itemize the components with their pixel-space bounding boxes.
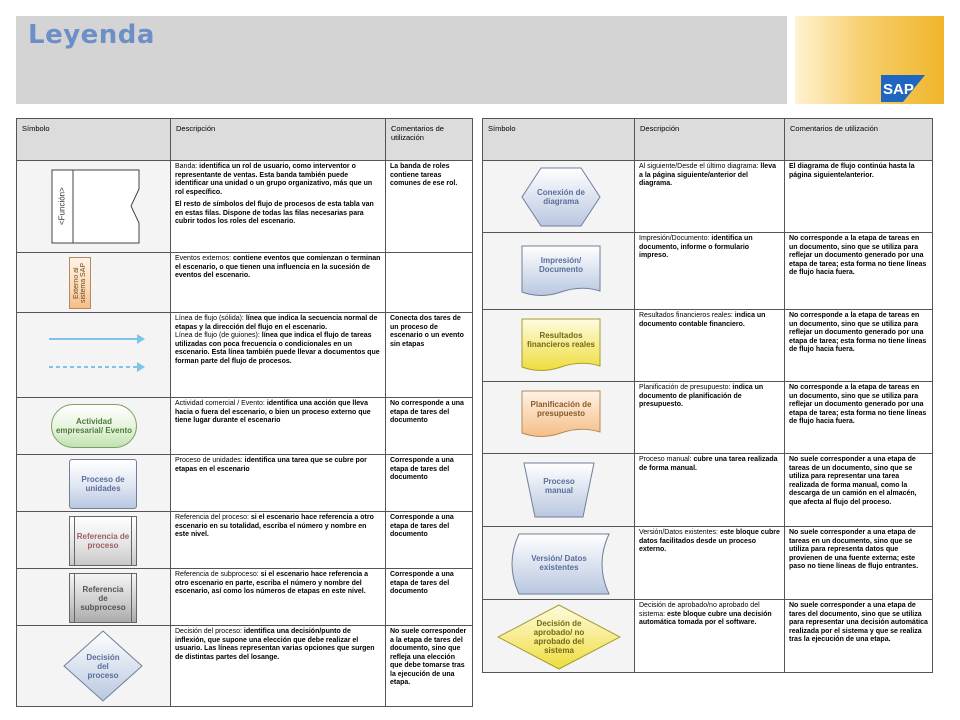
description-cell	[635, 382, 785, 454]
description-text: si el escenario hace referencia a otro escenario en su totalidad, escriba el número y nombre en este nivel.	[175, 514, 374, 538]
description-text: lleva a la página siguiente/anterior del diagrama.	[639, 163, 776, 187]
description-cell	[171, 313, 386, 398]
description-text: contiene eventos que comienzan o terminan el escenario, o que tienen una influencia en la sucesión de eventos del escenario.	[175, 255, 381, 279]
description-cell	[171, 512, 386, 569]
description-term: Decisión de aprobado/no aprobado del sistema:	[639, 602, 760, 618]
description-text: identifica un documento, informe o formulario impreso.	[639, 235, 753, 259]
description-term: Referencia de subproceso:	[175, 571, 259, 578]
description-cell	[635, 527, 785, 600]
table-row	[17, 313, 473, 398]
symbol-cell	[483, 454, 635, 527]
header-banner	[16, 16, 787, 104]
symbol-cell	[17, 161, 171, 253]
symbol-cell	[17, 253, 171, 313]
description-cell	[171, 455, 386, 512]
symbol-label: Decisión de aprobado/ no aprobado del sistema	[533, 619, 585, 655]
comment-cell: Corresponde a una etapa de tares del documento	[386, 569, 473, 626]
description-text-2: línea que indica el flujo de tareas utilizadas con poca frecuencia o condicionales en un escenario. Esta línea también puede llevar a documentos que forman parte del flujo de procesos.	[175, 332, 380, 365]
table-row	[483, 527, 933, 600]
description-cell	[171, 253, 386, 313]
external-event-icon: Externo al sistema SAP	[69, 257, 91, 309]
description-term-2: Línea de flujo (de guiones):	[175, 332, 260, 339]
symbol-label: Conexión de diagrama	[536, 188, 585, 206]
description-term: Proceso manual:	[639, 456, 692, 463]
legend-table-right	[482, 118, 933, 673]
sap-logo	[881, 75, 925, 102]
table-row	[17, 569, 473, 626]
symbol-cell	[17, 398, 171, 455]
description-cell	[171, 569, 386, 626]
symbol-cell	[483, 600, 635, 673]
description-term: Referencia del proceso:	[175, 514, 249, 521]
table-row	[17, 455, 473, 512]
symbol-label: Referencia de subproceso	[80, 584, 126, 612]
symbol-label: Decisión del proceso	[86, 652, 120, 680]
table-row	[17, 253, 473, 313]
header-description: Descripción	[171, 119, 386, 161]
description-text: identifica una tarea que se cubre por etapas en el escenario	[175, 457, 367, 473]
symbol-label: <Función>	[57, 187, 67, 225]
header-symbol: Símbolo	[483, 119, 635, 161]
comment-cell: La banda de roles contiene tareas comunes de ese rol.	[386, 161, 473, 253]
symbol-cell	[17, 455, 171, 512]
description-term: Impresión/Documento:	[639, 235, 710, 242]
table-row	[483, 454, 933, 527]
description-cell	[635, 454, 785, 527]
table-row	[17, 398, 473, 455]
symbol-cell	[483, 310, 635, 382]
description-cell	[635, 233, 785, 310]
comment-cell: No corresponde a una etapa de tares del documento	[386, 398, 473, 455]
description-cell	[171, 161, 386, 253]
comment-cell: No corresponde a la etapa de tareas en un documento, sino que se utiliza para reflejar un documento generado por una etapa de tarea; esta forma no tiene líneas de flujo hacia fuera.	[785, 310, 933, 382]
legend-table-left	[16, 118, 473, 707]
header-description: Descripción	[635, 119, 785, 161]
symbol-label: Referencia de proceso	[76, 532, 130, 550]
symbol-label: Proceso de unidades	[81, 475, 125, 493]
description-term: Planificación de presupuesto:	[639, 384, 731, 391]
table-row	[17, 626, 473, 707]
svg-text:SAP: SAP	[883, 81, 914, 98]
description-text: identifica una acción que lleva hacia o fuera del escenario, o bien un proceso externo que tiene lugar durante el escenario	[175, 400, 371, 424]
header-comments: Comentarios de utilización	[386, 119, 473, 161]
flow-line-icon	[47, 329, 147, 379]
table-row	[17, 161, 473, 253]
description-term: Proceso de unidades:	[175, 457, 243, 464]
symbol-label: Resultados financieros reales	[526, 331, 596, 349]
symbol-cell	[17, 512, 171, 569]
description-term: Versión/Datos existentes:	[639, 529, 718, 536]
description-cell	[171, 398, 386, 455]
description-cell	[635, 600, 785, 673]
description-text: indica un documento de planificación de presupuesto.	[639, 384, 764, 408]
symbol-cell	[17, 313, 171, 398]
description-cell	[635, 161, 785, 233]
comment-cell: El diagrama de flujo continúa hasta la página siguiente/anterior.	[785, 161, 933, 233]
table-row	[483, 382, 933, 454]
symbol-label: Actividad empresarial/ Evento	[55, 417, 133, 435]
description-term: Decisión del proceso:	[175, 628, 242, 635]
comment-cell: No suele corresponder a una etapa de tareas de un documento, sino que se utiliza para representar una tarea realizada de forma manual, como la descarga de un camión en el almacén, que afecta al flujo del proceso.	[785, 454, 933, 527]
description-text: este bloque cubre una decisión automática tomada por el software.	[639, 610, 772, 626]
table-row	[483, 161, 933, 233]
description-text: identifica un rol de usuario, como interventor o representante de ventas. Esta banda también puede identificar una unidad o un grupo organizativo, más que un rol específico.	[175, 163, 373, 196]
comment-cell: No corresponde a la etapa de tareas en un documento, sino que se utiliza para reflejar un documento generado por una etapa de tarea; esta forma no tiene líneas de flujo hacia fuera.	[785, 382, 933, 454]
description-term: Actividad comercial / Evento:	[175, 400, 265, 407]
description-text: este bloque cubre datos facilitados desde un proceso externo.	[639, 529, 780, 553]
comment-cell: No suele corresponder a una etapa de tareas en un documento, sino que se utiliza para representa datos que provienen de una fuente externa; este paso no tiene líneas de flujo entrantes.	[785, 527, 933, 600]
description-cell	[171, 626, 386, 707]
symbol-label: Impresión/ Documento	[539, 256, 583, 274]
description-text: indica un documento contable financiero.	[639, 312, 766, 328]
symbol-cell	[483, 527, 635, 600]
comment-cell: Corresponde a una etapa de tares del documento	[386, 455, 473, 512]
description-text: identifica una decisión/punto de inflexión, que supone una elección que debe realizar el usuario. Las líneas representan varias opciones que surgen de distintas partes del losange.	[175, 628, 375, 661]
symbol-label: Planificación de presupuesto	[530, 400, 592, 418]
comment-cell	[386, 253, 473, 313]
description-cell	[635, 310, 785, 382]
table-row	[483, 233, 933, 310]
comment-cell: No corresponde a la etapa de tareas en un documento, sino que se utiliza para reflejar un documento generado por una etapa de tarea; esta forma no tiene líneas de flujo hacia fuera.	[785, 233, 933, 310]
table-row	[483, 600, 933, 673]
description-text: si el escenario hace referencia a otro escenario en parte, escriba el número y nombre del escenario, así como los números de etapas en este nivel.	[175, 571, 369, 595]
comment-cell: Conecta dos tares de un proceso de escenario o un evento sin etapas	[386, 313, 473, 398]
symbol-cell	[483, 382, 635, 454]
description-text-2: El resto de símbolos del flujo de procesos de esta tabla van en estas filas. Dispone de todas las filas necesarias para cubrir todos los roles del escenario.	[175, 201, 374, 225]
comment-cell: No suele corresponder a una etapa de tares del documento, sino que se utiliza para representar una decisión automática realizada por el sistema y que se realiza tras la ejecución de una etapa.	[785, 600, 933, 673]
description-term: Resultados financieros reales:	[639, 312, 733, 319]
subprocess-reference-icon	[69, 573, 137, 623]
comment-cell: No suele corresponder a la etapa de tares del documento, sino que refleja una elección que debe tomarse tras la ejecución de una etapa.	[386, 626, 473, 707]
description-text: cubre una tarea realizada de forma manual.	[639, 456, 778, 472]
symbol-label: Proceso manual	[543, 477, 575, 495]
symbol-cell	[483, 233, 635, 310]
business-activity-icon	[51, 404, 137, 448]
description-term: Eventos externos:	[175, 255, 232, 262]
description-term: Línea de flujo (sólida):	[175, 315, 244, 322]
description-term: Al siguiente/Desde el último diagrama:	[639, 163, 759, 170]
unit-process-icon	[69, 459, 137, 509]
symbol-label: Versión/ Datos existentes	[531, 554, 587, 572]
process-reference-icon	[69, 516, 137, 566]
table-row	[483, 310, 933, 382]
page-title: Leyenda	[28, 20, 155, 50]
symbol-cell	[483, 161, 635, 233]
header-comments: Comentarios de utilización	[785, 119, 933, 161]
description-text: línea que indica la secuencia normal de etapas y la dirección del flujo en el escenario.	[175, 315, 378, 331]
description-term: Banda:	[175, 163, 198, 170]
table-row	[17, 512, 473, 569]
symbol-cell	[17, 626, 171, 707]
comment-cell: Corresponde a una etapa de tares del documento	[386, 512, 473, 569]
header-symbol: Símbolo	[17, 119, 171, 161]
symbol-cell	[17, 569, 171, 626]
